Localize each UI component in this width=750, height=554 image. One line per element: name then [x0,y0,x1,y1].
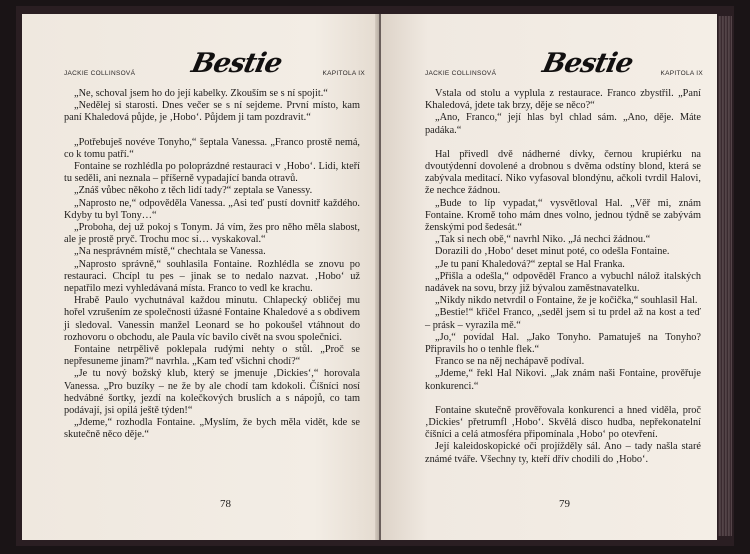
book-spread [16,6,734,546]
left-header-author: JACKIE COLLINSOVÁ [64,70,136,77]
right-header-logo: Bestie [539,48,636,79]
right-header-chapter: KAPITOLA IX [660,70,703,77]
paragraph: Fontaine netrpělivě poklepala rudými nehty o stůl. „Proč se nepřesuneme jinam?“ navrhla. „Kam teď všichni chodí?“ [64,344,360,368]
paragraph: „Potřebuješ novéve Tonyho,“ šeptala Vanessa. „Franco prostě nemá, co k tomu patří.“ [64,136,360,160]
right-body-text [425,88,701,466]
page-edges [718,16,732,536]
paragraph: Hrabě Paulo vychutnával každou minutu. Chlapecký obličej mu hořel vzrušením ze společnosti úžasné Fontaine Khaledové a s obdivem ji sledoval. Vanessin manžel Leonard se ho pokoušel vtáhnout do rozhovoru o obchodu, ale Paula víc bavilo civět na svou společnici. [64,295,360,343]
paragraph: „Jdeme,“ rozhodla Fontaine. „Myslím, že bych měla vidět, kde se skutečně něco děje.“ [64,417,360,441]
paragraph: Její kaleidoskopické oči projížděly sál. Ano – tady našla staré známé tváře. Všechny ty, kteří dřív chodili do ‚Hobo‘. [425,441,701,465]
paragraph: „Naprosto správně,“ souhlasila Fontaine. Rozhlédla se znovu po restauraci. Chcípl tu pes – jinak se to nedalo nazvat. ‚Hobo‘ už nepatřilo mezi vyhledávaná místa. Franco to vedl ke krachu. [64,258,360,295]
left-page [22,14,379,540]
right-page [381,14,717,540]
paragraph: Hal přivedl dvě nádherné dívky, černou krupiérku na dvoutýdenní dovolené a drobnou s dvěma odstíny blond, která se zabývala meditací. Niko vyfasoval blondýnu, ačkoli tvrdil Halovi, že nechce žádnou. [425,148,701,197]
right-page-number: 79 [559,498,570,510]
left-body-text [64,88,360,442]
paragraph: „Přišla a odešla,“ odpověděl Franco a vybuchl nálož italských nadávek na sovu, brzy již bývalou zaměstnavatelku. [425,270,701,295]
left-header-logo: Bestie [188,48,285,79]
paragraph: „Bude to líp vypadat,“ vysvětloval Hal. „Věř mi, znám Fontaine. Kromě toho mám dnes volno, jednou týdně se zabývám ženskými pod šedesát.“ [425,197,701,234]
paragraph: Fontaine skutečně prověřovala konkurenci a hned viděla, proč ‚Dickies‘ přetrumfl ‚Hobo‘. Skvělá disco hudba, nepřekonatelní číšníci a celá atmosféra připomínala ‚Hobo‘ po otevření. [425,404,701,441]
paragraph: „Znáš vůbec někoho z těch lidí tady?“ zeptala se Vanessy. [74,185,313,197]
paragraph: „Nikdy nikdo netvrdil o Fontaine, že je kočička,“ souhlasil Hal. [435,295,698,307]
paragraph: „Je tu nový božský klub, který se jmenuje ‚Dickies‘,“ horovala Vanessa. „Pro buzíky – ne že by ale chodí tam kdokoli. Číšníci nosí hedvábné šortky, jezdí na kolečkových bruslích a s nápojů, co tam podávají, jsi opilá ještě týden!“ [64,368,360,417]
left-header-chapter: KAPITOLA IX [322,70,365,77]
left-running-header [64,48,365,96]
paragraph: Fontaine se rozhlédla po poloprázdné restauraci v ‚Hobo‘. Lidi, kteří tu seděli, ani neznala – příšerně vypadající banda otravů. [64,161,360,185]
paragraph: „Tak si nech obě,“ navrhl Niko. „Já nechci žádnou.“ [435,234,651,246]
paragraph: „Na nesprávném místě,“ chechtala se Vanessa. [74,246,266,258]
right-header-author: JACKIE COLLINSOVÁ [425,70,497,77]
paragraph: Franco se na něj nechápavě podíval. [435,356,585,368]
paragraph: „Ano, Franco,“ její hlas byl chlad sám. „Ano, děje. Máte padáka.“ [425,112,701,136]
paragraph: „Bestie!“ křičel Franco, „seděl jsem si tu prdel až na kost a teď – prásk – vyrazila mě.“ [425,307,701,331]
paragraph: Vstala od stolu a vyplula z restaurace. Franco zbystřil. „Paní Khaledová, jdete tak brzy, děje se něco?“ [425,88,701,112]
paragraph: „Ne, schoval jsem ho do její kabelky. Zkouším se s ní spojit.“ [74,88,328,99]
paragraph: Dorazili do ‚Hobo‘ deset minut poté, co odešla Fontaine. [435,246,670,258]
paragraph: „Nedělej si starosti. Dnes večer se s ní sejdeme. První místo, kam paní Khaledová půjde, je ‚Hobo‘. Půjdem ji tam pozdravit.“ [64,100,360,124]
paragraph: „Jdeme,“ řekl Hal Nikovi. „Jak znám naši Fontaine, prověřuje konkurenci.“ [425,368,701,392]
paragraph: „Je tu paní Khaledová?“ zeptal se Hal Franka. [435,258,625,270]
paragraph: „Jo,“ povídal Hal. „Jako Tonyho. Pamatuješ na Tonyho? Připravils ho o tenhle flek.“ [425,331,701,356]
paragraph: „Proboha, dej už pokoj s Tonym. Já vím, žes pro něho měla slabost, ale je prostě pryč. Trochu moc si… vyskakoval.“ [64,222,360,246]
right-running-header [425,48,703,96]
paragraph: „Naprosto ne,“ odpověděla Vanessa. „Asi teď pustí dovnitř každého. Kdyby tu byl Tony…“ [64,197,360,221]
left-page-number: 78 [220,498,231,510]
